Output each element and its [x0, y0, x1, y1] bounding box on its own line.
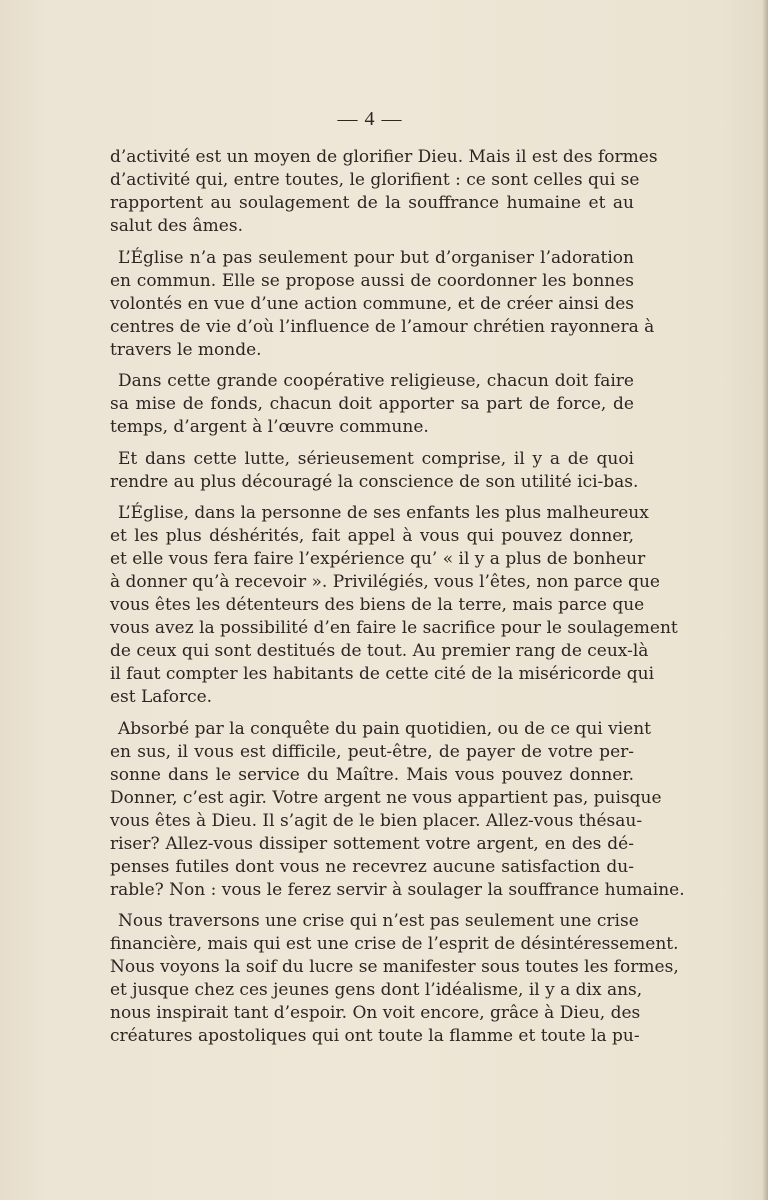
paragraph-6: [110, 718, 685, 902]
text-line: sa mise de fonds, chacun doit apporter sa part de force, de: [110, 394, 634, 414]
text-line: en sus, il vous est difficile, peut-être, de payer de votre per-: [110, 741, 634, 762]
paragraph-3: [110, 370, 634, 439]
paragraph-4: [110, 448, 639, 494]
text-line: créatures apostoliques qui ont toute la flamme et toute la pu-: [110, 1026, 640, 1046]
text-line: nous inspirait tant d’espoir. On voit encore, grâce à Dieu, des: [110, 1003, 641, 1023]
paragraph-5: [110, 502, 678, 709]
text-line: rable? Non : vous le ferez servir à soulager la souffrance humaine.: [110, 879, 685, 900]
text-line: vous êtes les détenteurs des biens de la terre, mais parce que: [110, 595, 645, 615]
text-line: vous avez la possibilité d’en faire le sacrifice pour le soulagement: [110, 618, 678, 638]
text-line: d’activité qui, entre toutes, le glorifient : ce sont celles qui se: [110, 170, 640, 190]
text-line: financière, mais qui est une crise de l’esprit de désintéressement.: [110, 934, 679, 954]
text-line: d’activité est un moyen de glorifier Dieu. Mais il est des formes: [110, 147, 658, 167]
paragraph-1: [110, 146, 658, 238]
body-text: [110, 146, 685, 1057]
text-line: à donner qu’à recevoir ». Privilégiés, vous l’êtes, non parce que: [110, 572, 660, 592]
text-line: riser? Allez-vous dissiper sottement votre argent, en des dé-: [110, 833, 634, 854]
text-line: Nous traversons une crise qui n’est pas seulement une crise: [118, 911, 639, 931]
text-line: centres de vie d’où l’influence de l’amour chrétien rayonnera à: [110, 316, 655, 337]
text-line: et elle vous fera faire l’expérience qu’ « il y a plus de bonheur: [110, 549, 646, 569]
text-line: Et dans cette lutte, sérieusement comprise, il y a de quoi: [118, 448, 634, 469]
text-line: rapportent au soulagement de la souffrance humaine et au: [110, 193, 634, 213]
text-line: penses futiles dont vous ne recevrez aucune satisfaction du-: [110, 856, 634, 877]
text-line: temps, d’argent à l’œuvre commune.: [110, 417, 429, 437]
text-line: L’Église n’a pas seulement pour but d’organiser l’adoration: [118, 247, 634, 268]
text-line: Donner, c’est agir. Votre argent ne vous appartient pas, puisque: [110, 787, 662, 808]
paragraph-7: [110, 910, 679, 1048]
text-line: et jusque chez ces jeunes gens dont l’idéalisme, il y a dix ans,: [110, 980, 643, 1000]
text-line: travers le monde.: [110, 339, 262, 360]
text-line: Dans cette grande coopérative religieuse, chacun doit faire: [118, 371, 634, 391]
page-number: — 4 —: [337, 108, 403, 130]
page-edge-shadow: [762, 0, 768, 1200]
text-line: et les plus déshérités, fait appel à vous qui pouvez donner,: [110, 526, 634, 546]
text-line: L’Église, dans la personne de ses enfants les plus malheureux: [118, 503, 649, 523]
text-line: de ceux qui sont destitués de tout. Au premier rang de ceux-là: [110, 641, 649, 661]
text-line: sonne dans le service du Maître. Mais vous pouvez donner.: [110, 764, 634, 785]
text-line: vous êtes à Dieu. Il s’agit de le bien placer. Allez-vous thésau-: [110, 810, 643, 831]
text-line: est Laforce.: [110, 687, 213, 707]
text-line: salut des âmes.: [110, 216, 243, 236]
text-line: volontés en vue d’une action commune, et de créer ainsi des: [110, 293, 634, 314]
text-line: il faut compter les habitants de cette cité de la miséricorde qui: [110, 664, 655, 684]
text-line: Absorbé par la conquête du pain quotidien, ou de ce qui vient: [118, 718, 651, 739]
text-line: rendre au plus découragé la conscience de son utilité ici-bas.: [110, 471, 639, 492]
paragraph-2: [110, 247, 655, 362]
text-line: Nous voyons la soif du lucre se manifester sous toutes les formes,: [110, 957, 679, 977]
text-line: en commun. Elle se propose aussi de coordonner les bonnes: [110, 270, 634, 291]
